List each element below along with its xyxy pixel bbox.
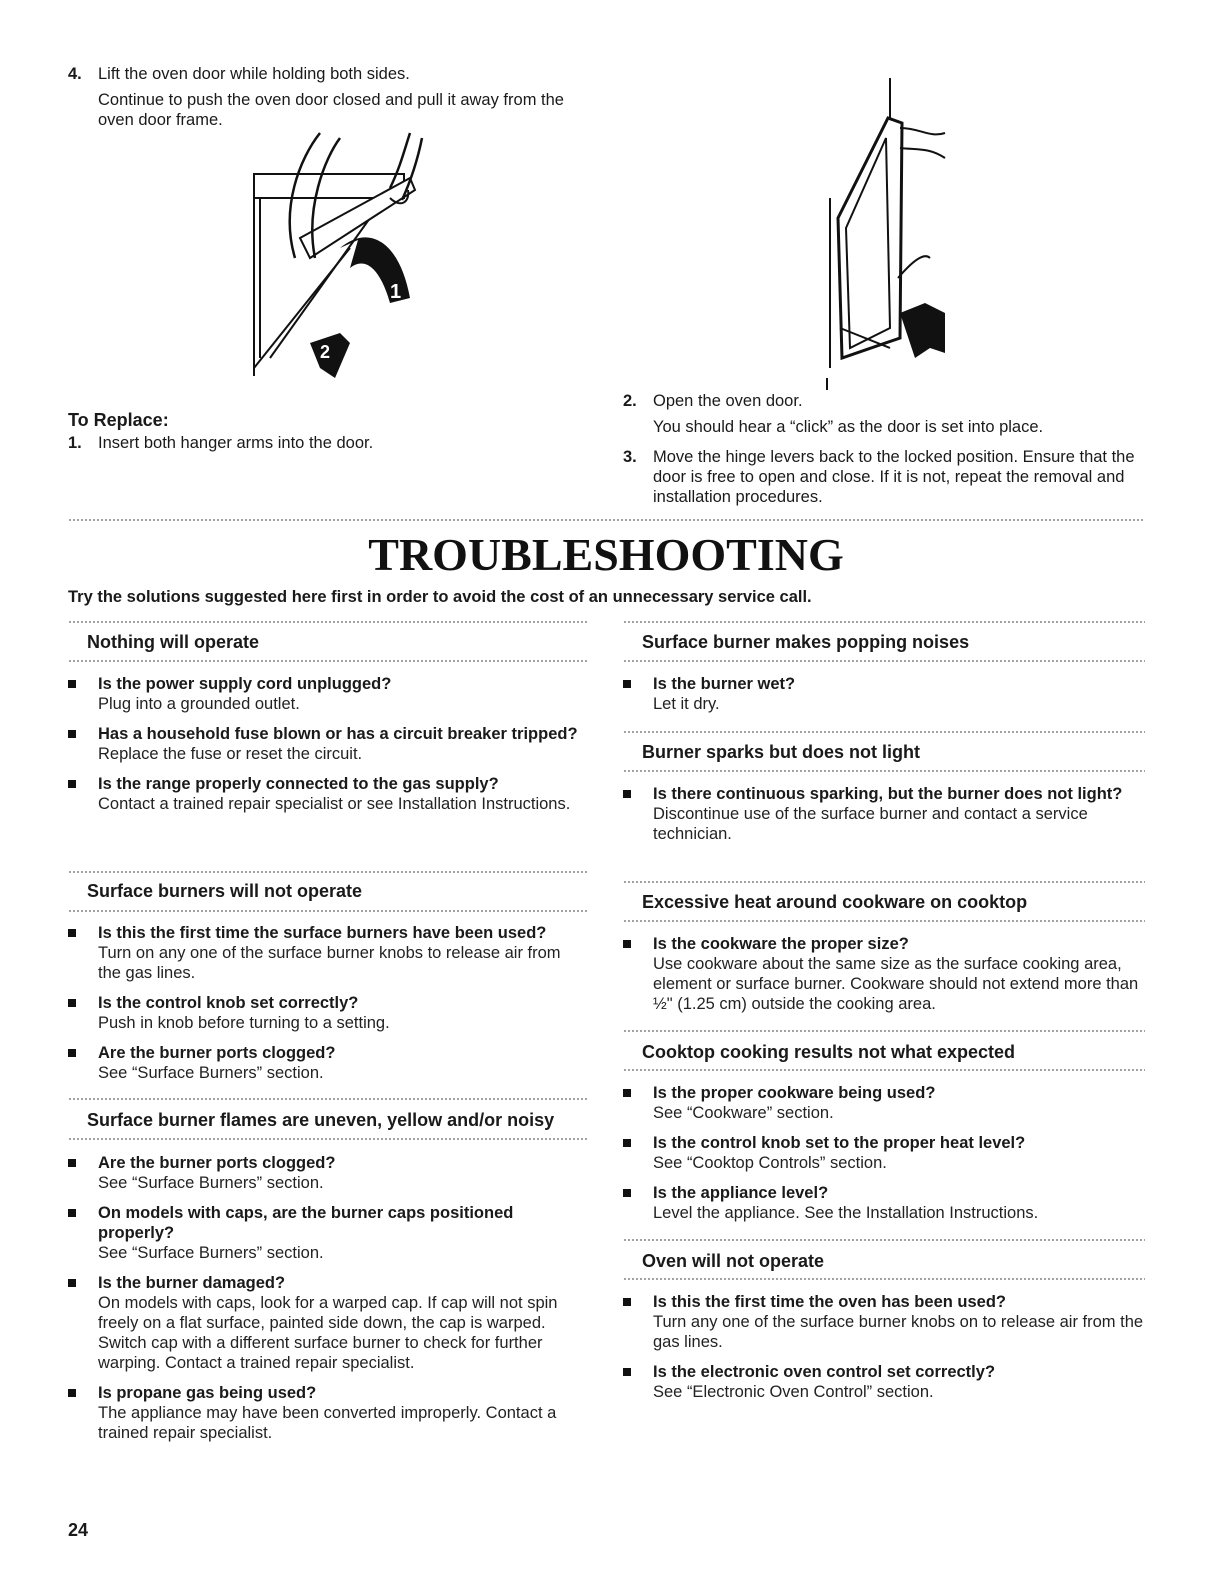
- bullet-icon: [623, 1139, 631, 1147]
- bullet-icon: [623, 1089, 631, 1097]
- divider: [623, 1277, 1145, 1281]
- bullet-icon: [68, 1389, 76, 1397]
- step-2-number: 2.: [623, 392, 637, 410]
- list-item: [623, 1362, 1145, 1402]
- divider: [623, 620, 1145, 624]
- list-item: [68, 674, 588, 714]
- list-item: [68, 1273, 588, 1373]
- bullet-icon: [68, 1279, 76, 1287]
- answer: See “Cooktop Controls” section.: [653, 1154, 887, 1172]
- arrow-2-label: 2: [320, 342, 331, 362]
- step-2-subtext: You should hear a “click” as the door is set into place.: [653, 418, 1044, 436]
- divider: [68, 659, 588, 663]
- section-title: Surface burners will not operate: [87, 881, 363, 901]
- bullet-icon: [68, 929, 76, 937]
- bullet-icon: [68, 780, 76, 788]
- divider-top: [68, 518, 1144, 522]
- answer: Let it dry.: [653, 695, 720, 713]
- answer: Plug into a grounded outlet.: [98, 695, 300, 713]
- section-title: Cooktop cooking results not what expected: [642, 1042, 1016, 1062]
- question: Is the range properly connected to the gas supply?: [98, 775, 499, 793]
- intro-text: Try the solutions suggested here first in order to avoid the cost of an unnecessary service call.: [68, 588, 812, 606]
- section-items: [68, 664, 588, 814]
- question: Is there continuous sparking, but the burner does not light?: [653, 785, 1123, 803]
- divider: [623, 919, 1145, 923]
- bullet-icon: [68, 999, 76, 1007]
- question: Is the appliance level?: [653, 1184, 829, 1202]
- section-cooking-results: [623, 1040, 1145, 1064]
- page-number: 24: [68, 1520, 89, 1540]
- divider: [623, 1068, 1145, 1072]
- section-surface-burners-will-not-operate: [68, 879, 588, 903]
- list-item: [68, 1153, 588, 1193]
- step-1-number: 1.: [68, 434, 82, 452]
- section-flames-uneven: [68, 1108, 588, 1132]
- list-item: [68, 1203, 588, 1263]
- divider: [68, 870, 588, 874]
- step-4-number: 4.: [68, 65, 82, 83]
- answer: On models with caps, look for a warped cap. If cap will not spin freely on a flat surface, painted side down, the cap is warped. Switch cap with a different surface burner to check for further warping. Contact a trained repair specialist.: [98, 1294, 558, 1372]
- section-popping-noises: [623, 630, 1145, 654]
- question: Is the control knob set to the proper heat level?: [653, 1134, 1026, 1152]
- section-items: [623, 774, 1123, 844]
- section-oven-will-not-operate: [623, 1249, 1145, 1273]
- list-item: [68, 774, 588, 814]
- section-items: [68, 913, 588, 1083]
- question: Are the burner ports clogged?: [98, 1044, 336, 1062]
- section-title: Surface burner makes popping noises: [642, 632, 970, 652]
- divider: [623, 659, 1145, 663]
- step-4-subtext: Continue to push the oven door closed and pull it away from the oven door frame.: [98, 91, 564, 129]
- step-3-text: Move the hinge levers back to the locked position. Ensure that the door is free to open and close. If it is not, repeat the removal and installation procedures.: [653, 448, 1135, 506]
- list-item: [623, 934, 1145, 1014]
- step-3-number: 3.: [623, 448, 637, 466]
- list-item: [68, 993, 588, 1033]
- divider: [623, 880, 1145, 884]
- section-title: Oven will not operate: [642, 1251, 825, 1271]
- question: Is the proper cookware being used?: [653, 1084, 936, 1102]
- question: Are the burner ports clogged?: [98, 1154, 336, 1172]
- bullet-icon: [623, 1298, 631, 1306]
- divider: [623, 730, 1145, 734]
- answer: See “Electronic Oven Control” section.: [653, 1383, 934, 1401]
- list-item: [68, 923, 588, 983]
- step-3: [623, 447, 1138, 507]
- divider: [68, 1097, 588, 1101]
- answer: See “Surface Burners” section.: [98, 1064, 324, 1082]
- list-item: [623, 784, 1123, 844]
- answer: Discontinue use of the surface burner and contact a service technician.: [653, 805, 1088, 843]
- answer: Push in knob before turning to a setting.: [98, 1014, 390, 1032]
- section-title: Excessive heat around cookware on cooktop: [642, 892, 1028, 912]
- answer: Contact a trained repair specialist or see Installation Instructions.: [98, 795, 571, 813]
- question: On models with caps, are the burner caps positioned properly?: [98, 1204, 514, 1242]
- question: Is the power supply cord unplugged?: [98, 675, 392, 693]
- push-arrow-icon: [900, 303, 945, 358]
- step-1-text: Insert both hanger arms into the door.: [98, 434, 374, 452]
- oven-door-removal-illustration: [240, 128, 440, 388]
- question: Is the burner damaged?: [98, 1274, 286, 1292]
- divider: [68, 620, 588, 624]
- page-title: TROUBLESHOOTING: [368, 529, 844, 580]
- oven-door-replace-illustration: [820, 78, 960, 390]
- answer: Use cookware about the same size as the surface cooking area, element or surface burner. Cookware should not extend more than ½" (1.25 cm) outside the cooking area.: [653, 955, 1139, 1013]
- divider: [68, 1137, 588, 1141]
- section-items: [623, 664, 1145, 714]
- bullet-icon: [68, 1159, 76, 1167]
- bullet-icon: [68, 680, 76, 688]
- question: Is the electronic oven control set correctly?: [653, 1363, 996, 1381]
- answer: Turn any one of the surface burner knobs on to release air from the gas lines.: [653, 1313, 1144, 1351]
- section-title: Surface burner flames are uneven, yellow and/or noisy: [87, 1110, 555, 1130]
- divider: [623, 1029, 1145, 1033]
- bullet-icon: [623, 940, 631, 948]
- section-excessive-heat: [623, 890, 1145, 914]
- to-replace-heading: To Replace:: [68, 410, 169, 430]
- section-sparks-no-light: [623, 740, 1145, 764]
- question: Is propane gas being used?: [98, 1384, 317, 1402]
- arrow-1-label: 1: [390, 281, 402, 303]
- section-nothing-will-operate: [68, 630, 588, 654]
- bullet-icon: [68, 1209, 76, 1217]
- divider: [623, 1238, 1145, 1242]
- list-item: [623, 1133, 1145, 1173]
- list-item: [68, 724, 588, 764]
- divider: [623, 769, 1145, 773]
- bullet-icon: [68, 1049, 76, 1057]
- answer: Level the appliance. See the Installation Instructions.: [653, 1204, 1039, 1222]
- step-2-text: Open the oven door.: [653, 392, 803, 410]
- list-item: [68, 1383, 588, 1443]
- step-4: [68, 64, 598, 84]
- step-1: [68, 433, 598, 453]
- section-items: [68, 1143, 588, 1443]
- answer: Turn on any one of the surface burner knobs to release air from the gas lines.: [98, 944, 561, 982]
- answer: The appliance may have been converted improperly. Contact a trained repair specialist.: [98, 1404, 557, 1442]
- question: Is the cookware the proper size?: [653, 935, 909, 953]
- answer: See “Cookware” section.: [653, 1104, 834, 1122]
- section-title: Nothing will operate: [87, 632, 260, 652]
- list-item: [623, 1292, 1145, 1352]
- list-item: [623, 1083, 1145, 1123]
- question: Is this the first time the oven has been used?: [653, 1293, 1006, 1311]
- bullet-icon: [623, 680, 631, 688]
- list-item: [68, 1043, 588, 1083]
- question: Is this the first time the surface burners have been used?: [98, 924, 547, 942]
- answer: See “Surface Burners” section.: [98, 1174, 324, 1192]
- question: Is the burner wet?: [653, 675, 796, 693]
- bullet-icon: [68, 730, 76, 738]
- section-items: [623, 1073, 1145, 1223]
- answer: See “Surface Burners” section.: [98, 1244, 324, 1262]
- section-items: [623, 1282, 1145, 1402]
- step-4-text: Lift the oven door while holding both sides.: [98, 65, 410, 83]
- answer: Replace the fuse or reset the circuit.: [98, 745, 363, 763]
- question: Has a household fuse blown or has a circuit breaker tripped?: [98, 725, 578, 743]
- list-item: [623, 1183, 1145, 1223]
- bullet-icon: [623, 1189, 631, 1197]
- section-title: Burner sparks but does not light: [642, 742, 921, 762]
- bullet-icon: [623, 790, 631, 798]
- step-2: [623, 391, 1153, 411]
- section-items: [623, 924, 1145, 1014]
- bullet-icon: [623, 1368, 631, 1376]
- list-item: [623, 674, 1145, 714]
- question: Is the control knob set correctly?: [98, 994, 359, 1012]
